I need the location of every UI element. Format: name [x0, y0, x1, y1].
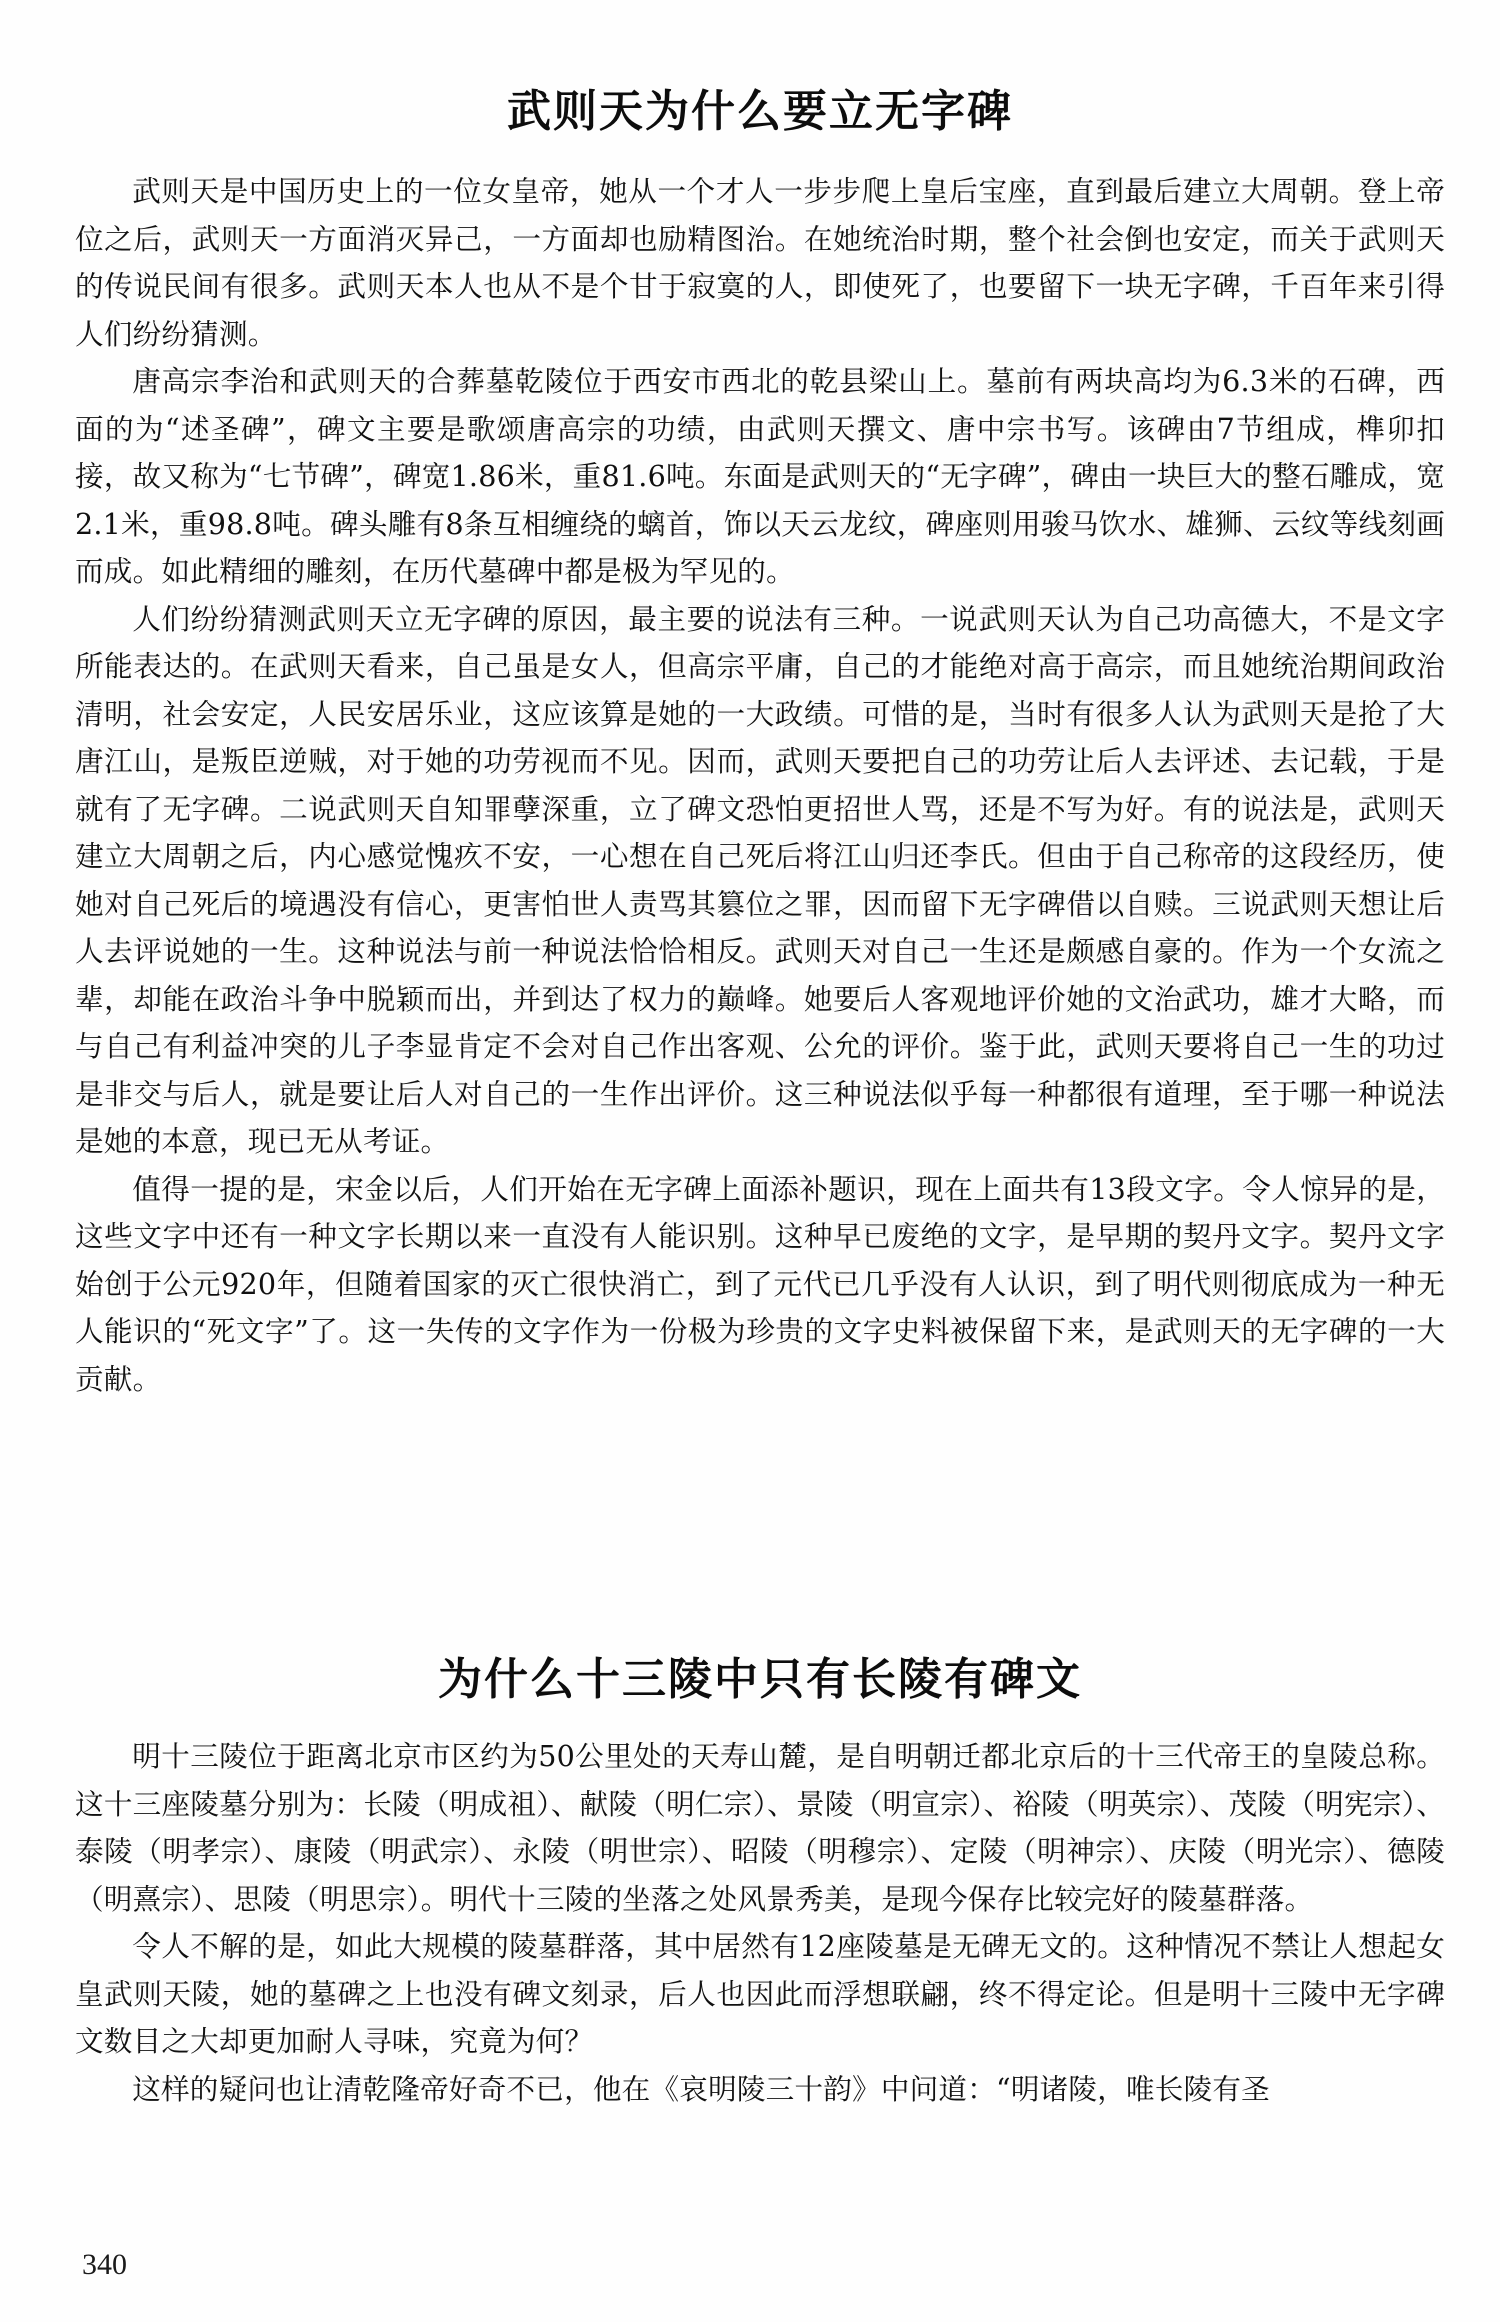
paragraph: 武则天是中国历史上的一位女皇帝，她从一个才人一步步爬上皇后宝座，直到最后建立大周朝。登上帝位之后，武则天一方面消灭异己，一方面却也励精图治。在她统治时期，整个社会倒也安定，而关于武则天的传说民间有很多。武则天本人也从不是个甘于寂寞的人，即使死了，也要留下一块无字碑，千百年来引得人们纷纷猜测。 [75, 174, 1445, 351]
section-title: 为什么十三陵中只有长陵有碑文 [438, 1654, 1082, 1705]
paragraph: 令人不解的是，如此大规模的陵墓群落，其中居然有12座陵墓是无碑无文的。这种情况不禁让人想起女皇武则天陵，她的墓碑之上也没有碑文刻录，后人也因此而浮想联翩，终不得定论。但是明十三陵中无字碑文数目之大却更加耐人寻味，究竟为何？ [75, 1929, 1445, 2058]
article-body [75, 168, 1445, 1403]
paragraph: 值得一提的是，宋金以后，人们开始在无字碑上面添补题识，现在上面共有13段文字。令人惊异的是，这些文字中还有一种文字长期以来一直没有人能识别。这种早已废绝的文字，是早期的契丹文字。契丹文字始创于公元920年，但随着国家的灭亡很快消亡，到了元代已几乎没有人认识，到了明代则彻底成为一种无人能识的“死文字”了。这一失传的文字作为一份极为珍贵的文字史料被保留下来，是武则天的无字碑的一大贡献。 [75, 1171, 1445, 1396]
paragraph: 唐高宗李治和武则天的合葬墓乾陵位于西安市西北的乾县梁山上。墓前有两块高均为6.3米的石碑，西面的为“述圣碑”，碑文主要是歌颂唐高宗的功绩，由武则天撰文、唐中宗书写。该碑由7节组成，榫卯扣接，故又称为“七节碑”，碑宽1.86米，重81.6吨。东面是武则天的“无字碑”，碑由一块巨大的整石雕成，宽2.1米，重98.8吨。碑头雕有8条互相缠绕的螭首，饰以天云龙纹，碑座则用骏马饮水、雄狮、云纹等线刻画而成。如此精细的雕刻，在历代墓碑中都是极为罕见的。 [75, 364, 1445, 588]
paragraph: 这样的疑问也让清乾隆帝好奇不已，他在《哀明陵三十韵》中问道：“明诸陵，唯长陵有圣 [132, 2071, 1270, 2106]
article-body [75, 1733, 1445, 2113]
paragraph: 人们纷纷猜测武则天立无字碑的原因，最主要的说法有三种。一说武则天认为自己功高德大，不是文字所能表达的。在武则天看来，自己虽是女人，但高宗平庸，自己的才能绝对高于高宗，而且她统治期间政治清明，社会安定，人民安居乐业，这应该算是她的一大政绩。可惜的是，当时有很多人认为武则天是抢了大唐江山，是叛臣逆贼，对于她的功劳视而不见。因而，武则天要把自己的功劳让后人去评述、去记载，于是就有了无字碑。二说武则天自知罪孽深重，立了碑文恐怕更招世人骂，还是不写为好。有的说法是，武则天建立大周朝之后，内心感觉愧疚不安，一心想在自己死后将江山归还李氏。但由于自己称帝的这段经历，使她对自己死后的境遇没有信心，更害怕世人责骂其篡位之罪，因而留下无字碑借以自赎。三说武则天想让后人去评说她的一生。这种说法与前一种说法恰恰相反。武则天对自己一生还是颇感自豪的。作为一个女流之辈，却能在政治斗争中脱颖而出，并到达了权力的巅峰。她要后人客观地评价她的文治武功，雄才大略，而与自己有利益冲突的儿子李显肯定不会对自己作出客观、公允的评价。鉴于此，武则天要将自己一生的功过是非交与后人，就是要让后人对自己的一生作出评价。这三种说法似乎每一种都很有道理，至于哪一种说法是她的本意，现已无从考证。 [75, 601, 1445, 1158]
paragraph: 明十三陵位于距离北京市区约为50公里处的天寿山麓，是自明朝迁都北京后的十三代帝王的皇陵总称。这十三座陵墓分别为：长陵（明成祖）、献陵（明仁宗）、景陵（明宣宗）、裕陵（明英宗）、茂陵（明宪宗）、泰陵（明孝宗）、康陵（明武宗）、永陵（明世宗）、昭陵（明穆宗）、定陵（明神宗）、庆陵（明光宗）、德陵（明熹宗）、思陵（明思宗）。明代十三陵的坐落之处风景秀美，是现今保存比较完好的陵墓群落。 [75, 1739, 1445, 1916]
page-number: 340 [82, 2248, 127, 2281]
section-title: 武则天为什么要立无字碑 [507, 86, 1013, 137]
